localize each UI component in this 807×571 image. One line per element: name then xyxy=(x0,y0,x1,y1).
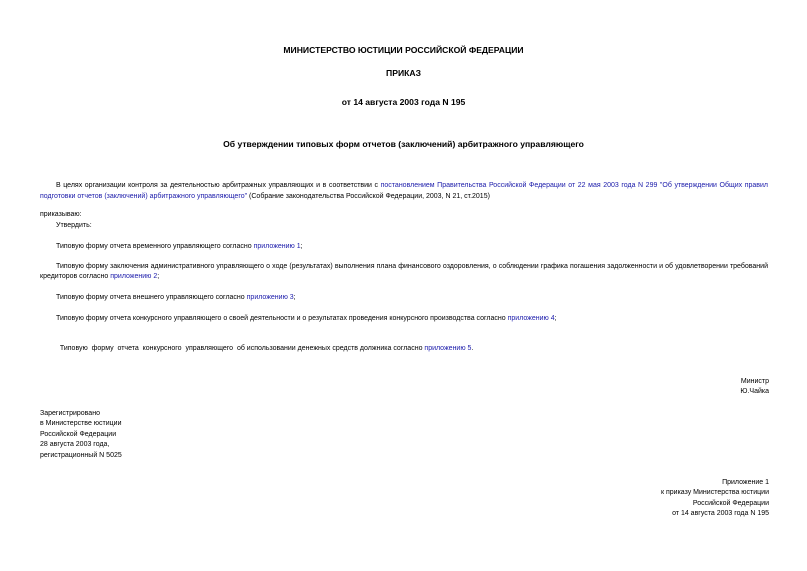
preamble-paragraph xyxy=(40,180,768,202)
registration-block xyxy=(40,409,122,461)
appendix-line: от 14 августа 2003 года N 195 xyxy=(672,510,769,518)
list-item-2: Типовую форму заключения административного управляющего о ходе (результатах) выполнения плана финансового оздоровления, о соблюдении графика погашения задолженности и об удовлетворении требований кредиторов согласно приложению 2; xyxy=(40,263,768,280)
signature-name: Ю.Чайка xyxy=(740,388,769,395)
list-item-5: Типовую форму отчета конкурсного управляющего об использовании денежных средств должника согласно приложению 5. xyxy=(59,345,474,352)
ministry-heading: МИНИСТЕРСТВО ЮСТИЦИИ РОССИЙСКОЙ ФЕДЕРАЦИИ xyxy=(283,45,524,55)
appendix-2-link[interactable]: приложению 2 xyxy=(110,273,158,280)
signature-position: Министр xyxy=(740,378,769,385)
registration-line: Зарегистрировано xyxy=(40,410,100,417)
appendix-4-link[interactable]: приложению 4 xyxy=(507,315,555,322)
registration-line: в Министерстве юстиции xyxy=(40,420,122,428)
preamble-text-after: (Собрание законодательства Российской Федерации, 2003, N 21, ст.2015) xyxy=(247,193,490,200)
document-date-number: от 14 августа 2003 года N 195 xyxy=(341,97,466,107)
appendix-line: к приказу Министерства юстиции xyxy=(660,489,769,497)
order-word: приказываю: xyxy=(40,211,82,218)
document-title: Об утверждении типовых форм отчетов (заключений) арбитражного управляющего xyxy=(223,139,584,149)
appendix-line: Российской Федерации xyxy=(692,499,769,507)
appendix-line: Приложение 1 xyxy=(722,479,769,486)
resolution-link[interactable]: постановлением Правительства Российской Федерации от 22 мая 2003 года N 299 "Об утверждении Общих правил подготовки отчетов (заключений) арбитражного управляющего" xyxy=(40,182,768,200)
list-item-1: Типовую форму отчета временного управляющего согласно приложению 1; xyxy=(56,243,303,250)
appendix-3-link[interactable]: приложению 3 xyxy=(246,294,294,301)
list-item-4: Типовую форму отчета конкурсного управляющего о своей деятельности и о результатах проведения конкурсного производства согласно приложению 4; xyxy=(56,315,557,322)
appendix-block xyxy=(661,478,769,520)
document-type: ПРИКАЗ xyxy=(386,68,421,78)
appendix-1-link[interactable]: приложению 1 xyxy=(253,243,301,250)
appendix-5-link[interactable]: приложению 5 xyxy=(424,345,472,352)
registration-line: Российской Федерации xyxy=(40,430,117,438)
approve-word: Утвердить: xyxy=(56,222,92,229)
registration-line: регистрационный N 5025 xyxy=(40,451,122,459)
registration-line: 28 августа 2003 года, xyxy=(40,441,110,449)
preamble-text-before: В целях организации контроля за деятельностью арбитражных управляющих и в соответствии с xyxy=(56,182,381,189)
list-item-3: Типовую форму отчета внешнего управляющего согласно приложению 3; xyxy=(56,294,296,301)
